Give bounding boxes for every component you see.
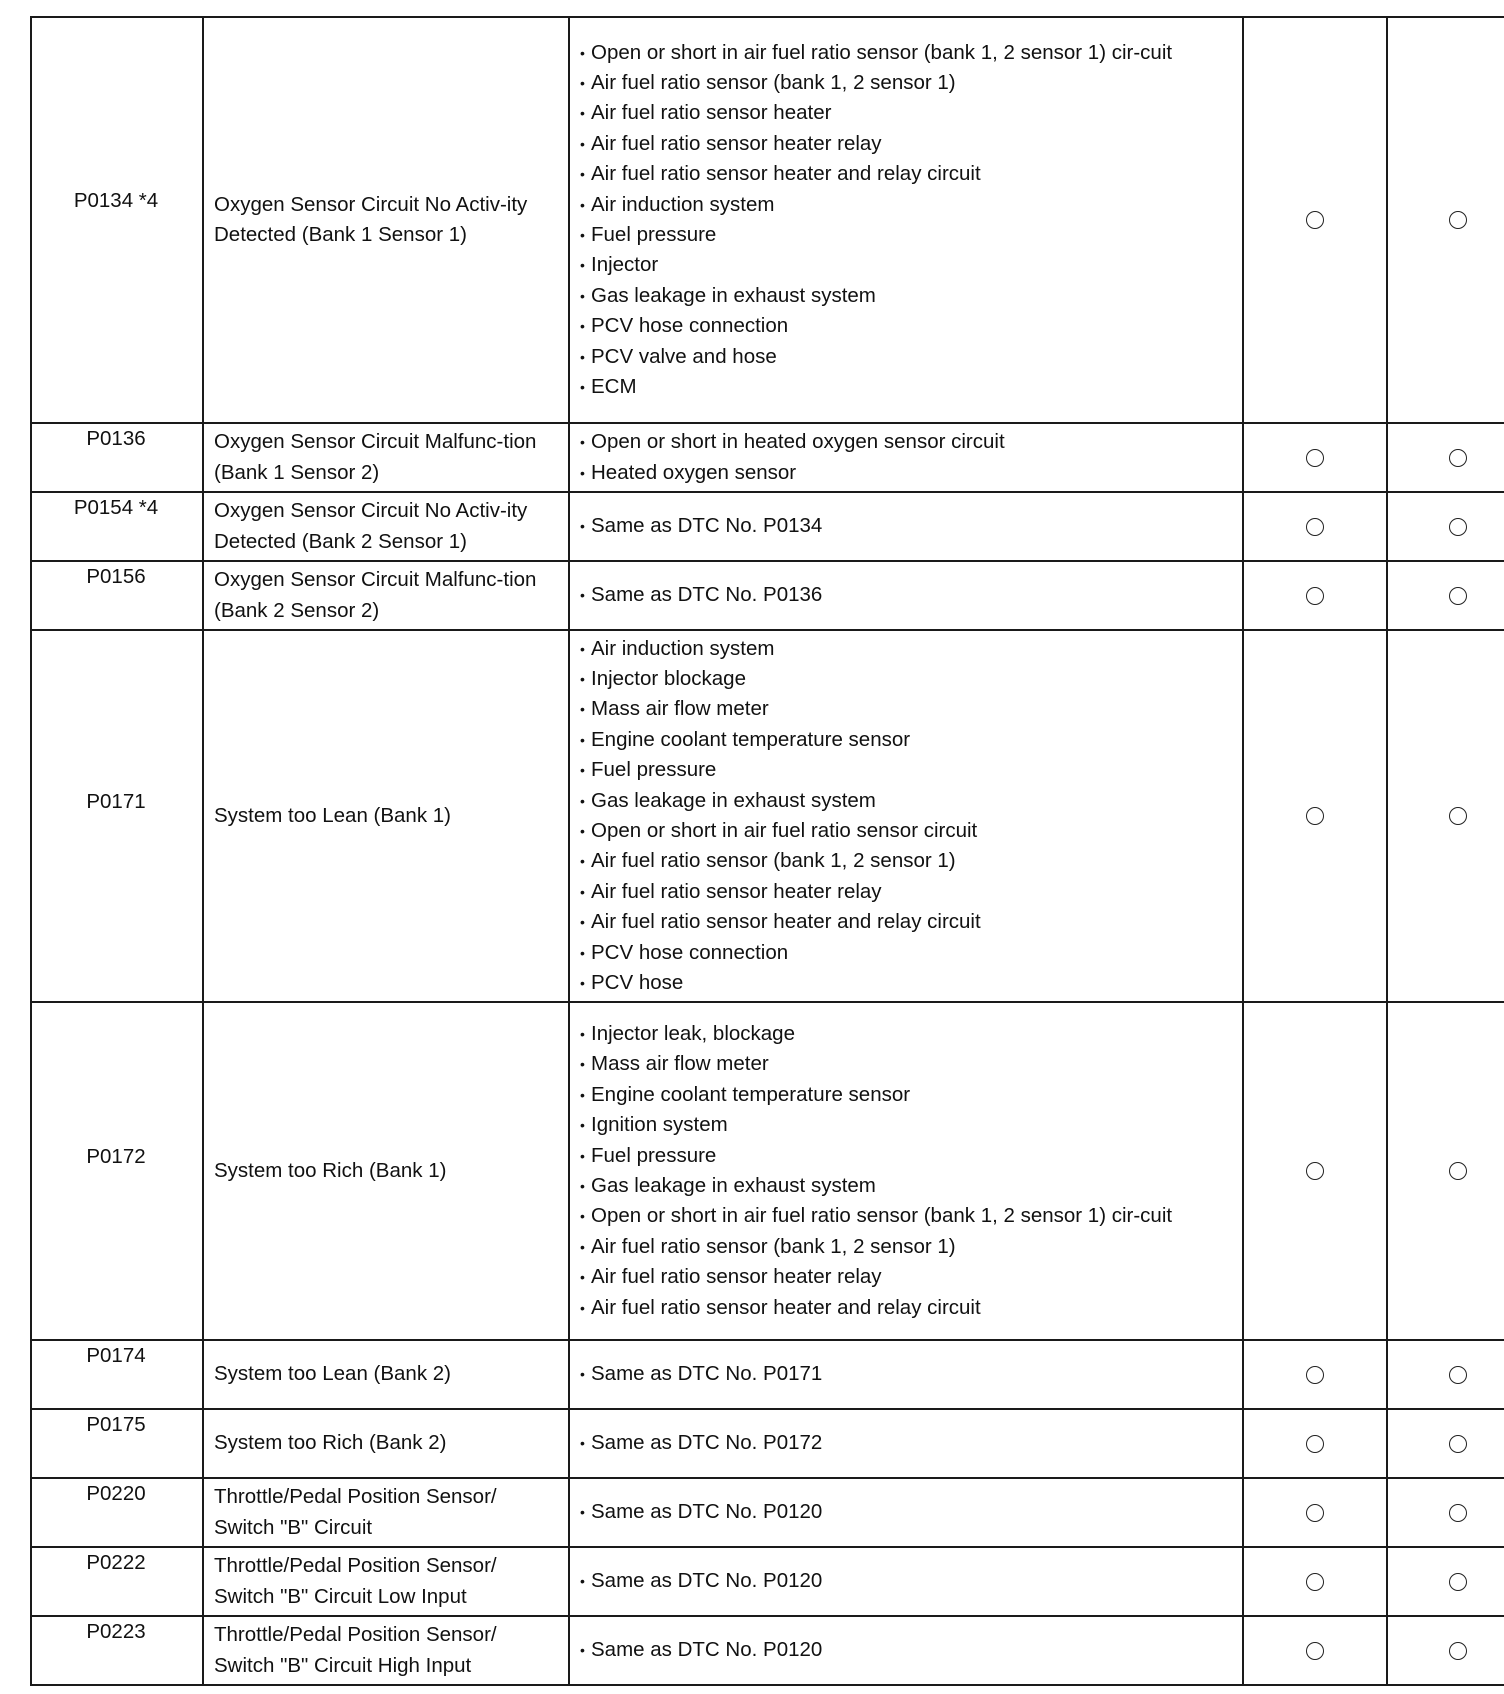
trouble-area <box>569 1002 1243 1340</box>
mark-cell-1 <box>1243 630 1387 1002</box>
circle-icon <box>1306 1162 1324 1180</box>
dtc-code-cell <box>31 1547 203 1616</box>
circle-icon <box>1306 1642 1324 1660</box>
dtc-code: P0175 <box>86 1413 146 1436</box>
dtc-table-page <box>30 16 1480 1686</box>
list-item: • Gas leakage in exhaust system <box>580 786 1230 816</box>
dtc-code: P0172 <box>86 1144 146 1168</box>
trouble-area <box>569 1340 1243 1409</box>
list-item: • Gas leakage in exhaust system <box>580 1171 1230 1201</box>
dtc-code-cell <box>31 1409 203 1478</box>
mark-cell-2 <box>1387 1340 1504 1409</box>
table-row <box>31 1616 1504 1685</box>
list-item: • Air fuel ratio sensor heater relay <box>580 877 1230 907</box>
circle-icon <box>1449 587 1467 605</box>
circle-icon <box>1449 449 1467 467</box>
dtc-code-cell <box>31 17 203 423</box>
circle-icon <box>1306 449 1324 467</box>
dtc-code-cell <box>31 561 203 630</box>
trouble-area-list <box>580 1019 1230 1323</box>
detection-item: Oxygen Sensor Circuit Malfunc-tion (Bank 2 Sensor 2) <box>203 561 569 630</box>
circle-icon <box>1449 1573 1467 1591</box>
dtc-code: P0223 <box>86 1620 146 1643</box>
dtc-code: P0156 <box>86 565 146 588</box>
trouble-area <box>569 1478 1243 1547</box>
list-item: • Fuel pressure <box>580 1141 1230 1171</box>
list-item: • PCV valve and hose <box>580 342 1230 372</box>
list-item: • Open or short in heated oxygen sensor circuit <box>580 427 1230 457</box>
mark-cell-1 <box>1243 1002 1387 1340</box>
table-row <box>31 1002 1504 1340</box>
dtc-code: P0154 *4 <box>73 496 159 519</box>
list-item: • Mass air flow meter <box>580 1049 1230 1079</box>
list-item: • Heated oxygen sensor <box>580 458 1230 488</box>
list-item: • Fuel pressure <box>580 755 1230 785</box>
dtc-code: P0136 <box>86 427 146 450</box>
circle-icon <box>1449 1366 1467 1384</box>
mark-cell-1 <box>1243 1616 1387 1685</box>
circle-icon <box>1449 518 1467 536</box>
trouble-area-list <box>580 1428 1230 1458</box>
mark-cell-2 <box>1387 1478 1504 1547</box>
list-item: • Fuel pressure <box>580 220 1230 250</box>
detection-item: Throttle/Pedal Position Sensor/ Switch "B" Circuit High Input <box>203 1616 569 1685</box>
list-item: • Injector leak, blockage <box>580 1019 1230 1049</box>
list-item: • Air fuel ratio sensor heater and relay circuit <box>580 907 1230 937</box>
dtc-table <box>30 16 1504 1686</box>
dtc-code-cell <box>31 1616 203 1685</box>
mark-cell-2 <box>1387 1547 1504 1616</box>
list-item: • Air fuel ratio sensor heater relay <box>580 1262 1230 1292</box>
list-item: • Air fuel ratio sensor (bank 1, 2 sensor 1) <box>580 846 1230 876</box>
dtc-code: P0222 <box>86 1551 146 1574</box>
trouble-area <box>569 630 1243 1002</box>
mark-cell-1 <box>1243 17 1387 423</box>
list-item: • Air fuel ratio sensor (bank 1, 2 sensor 1) <box>580 68 1230 98</box>
list-item: • Air fuel ratio sensor heater and relay circuit <box>580 159 1230 189</box>
trouble-area-list <box>580 1359 1230 1389</box>
mark-cell-2 <box>1387 1002 1504 1340</box>
list-item: • Air fuel ratio sensor heater <box>580 98 1230 128</box>
circle-icon <box>1306 1573 1324 1591</box>
trouble-area-list <box>580 634 1230 999</box>
dtc-code: P0220 <box>86 1482 146 1505</box>
detection-item: Oxygen Sensor Circuit No Activ-ity Detected (Bank 1 Sensor 1) <box>203 17 569 423</box>
list-item: • Same as DTC No. P0120 <box>580 1497 1230 1527</box>
trouble-area <box>569 17 1243 423</box>
list-item: • Air fuel ratio sensor heater and relay circuit <box>580 1293 1230 1323</box>
trouble-area <box>569 561 1243 630</box>
dtc-code-cell <box>31 630 203 1002</box>
list-item: • PCV hose <box>580 968 1230 998</box>
table-row <box>31 1478 1504 1547</box>
trouble-area <box>569 1409 1243 1478</box>
list-item: • Open or short in air fuel ratio sensor circuit <box>580 816 1230 846</box>
detection-item: Throttle/Pedal Position Sensor/ Switch "B" Circuit <box>203 1478 569 1547</box>
circle-icon <box>1306 1504 1324 1522</box>
mark-cell-2 <box>1387 1616 1504 1685</box>
list-item: • Mass air flow meter <box>580 694 1230 724</box>
mark-cell-1 <box>1243 1547 1387 1616</box>
circle-icon <box>1306 807 1324 825</box>
list-item: • Same as DTC No. P0172 <box>580 1428 1230 1458</box>
mark-cell-1 <box>1243 561 1387 630</box>
trouble-area-list <box>580 580 1230 610</box>
mark-cell-1 <box>1243 1340 1387 1409</box>
dtc-code-cell <box>31 1340 203 1409</box>
detection-item: System too Lean (Bank 2) <box>203 1340 569 1409</box>
list-item: • Engine coolant temperature sensor <box>580 1080 1230 1110</box>
table-row <box>31 1547 1504 1616</box>
dtc-code: P0174 <box>86 1344 146 1367</box>
trouble-area-list <box>580 1635 1230 1665</box>
mark-cell-1 <box>1243 423 1387 492</box>
list-item: • Same as DTC No. P0136 <box>580 580 1230 610</box>
circle-icon <box>1449 1162 1467 1180</box>
list-item: • Air induction system <box>580 190 1230 220</box>
list-item: • Air fuel ratio sensor (bank 1, 2 sensor 1) <box>580 1232 1230 1262</box>
trouble-area <box>569 492 1243 561</box>
detection-item: System too Lean (Bank 1) <box>203 630 569 1002</box>
dtc-code-cell <box>31 423 203 492</box>
list-item: • Engine coolant temperature sensor <box>580 725 1230 755</box>
detection-item: Oxygen Sensor Circuit Malfunc-tion (Bank 1 Sensor 2) <box>203 423 569 492</box>
mark-cell-1 <box>1243 1478 1387 1547</box>
trouble-area-list <box>580 1566 1230 1596</box>
mark-cell-2 <box>1387 17 1504 423</box>
list-item: • Same as DTC No. P0134 <box>580 511 1230 541</box>
table-row <box>31 630 1504 1002</box>
circle-icon <box>1306 1435 1324 1453</box>
dtc-table-body <box>31 17 1504 1685</box>
list-item: • Open or short in air fuel ratio sensor (bank 1, 2 sensor 1) cir-cuit <box>580 1201 1230 1231</box>
circle-icon <box>1306 211 1324 229</box>
dtc-code: P0171 <box>86 789 146 813</box>
table-row <box>31 561 1504 630</box>
list-item: • Open or short in air fuel ratio sensor (bank 1, 2 sensor 1) cir-cuit <box>580 38 1230 68</box>
list-item: • Air induction system <box>580 634 1230 664</box>
table-row <box>31 492 1504 561</box>
list-item: • Gas leakage in exhaust system <box>580 281 1230 311</box>
list-item: • PCV hose connection <box>580 938 1230 968</box>
circle-icon <box>1306 587 1324 605</box>
circle-icon <box>1449 211 1467 229</box>
trouble-area-list <box>580 38 1230 403</box>
mark-cell-2 <box>1387 423 1504 492</box>
list-item: • Air fuel ratio sensor heater relay <box>580 129 1230 159</box>
trouble-area-list <box>580 511 1230 541</box>
circle-icon <box>1306 1366 1324 1384</box>
mark-cell-2 <box>1387 630 1504 1002</box>
trouble-area-list <box>580 427 1230 488</box>
trouble-area <box>569 1616 1243 1685</box>
circle-icon <box>1449 1435 1467 1453</box>
list-item: • Same as DTC No. P0171 <box>580 1359 1230 1389</box>
mark-cell-2 <box>1387 492 1504 561</box>
trouble-area <box>569 1547 1243 1616</box>
mark-cell-1 <box>1243 1409 1387 1478</box>
circle-icon <box>1306 518 1324 536</box>
trouble-area <box>569 423 1243 492</box>
circle-icon <box>1449 1504 1467 1522</box>
detection-item: Oxygen Sensor Circuit No Activ-ity Detected (Bank 2 Sensor 1) <box>203 492 569 561</box>
mark-cell-2 <box>1387 561 1504 630</box>
table-row <box>31 423 1504 492</box>
list-item: • Ignition system <box>580 1110 1230 1140</box>
mark-cell-2 <box>1387 1409 1504 1478</box>
trouble-area-list <box>580 1497 1230 1527</box>
dtc-code-cell <box>31 1478 203 1547</box>
table-row <box>31 1409 1504 1478</box>
list-item: • Injector <box>580 250 1230 280</box>
list-item: • PCV hose connection <box>580 311 1230 341</box>
detection-item: System too Rich (Bank 2) <box>203 1409 569 1478</box>
list-item: • Same as DTC No. P0120 <box>580 1635 1230 1665</box>
detection-item: Throttle/Pedal Position Sensor/ Switch "B" Circuit Low Input <box>203 1547 569 1616</box>
list-item: • ECM <box>580 372 1230 402</box>
mark-cell-1 <box>1243 492 1387 561</box>
detection-item: System too Rich (Bank 1) <box>203 1002 569 1340</box>
circle-icon <box>1449 1642 1467 1660</box>
dtc-code-cell <box>31 1002 203 1340</box>
list-item: • Same as DTC No. P0120 <box>580 1566 1230 1596</box>
list-item: • Injector blockage <box>580 664 1230 694</box>
circle-icon <box>1449 807 1467 825</box>
dtc-code-cell <box>31 492 203 561</box>
table-row <box>31 1340 1504 1409</box>
dtc-code: P0134 *4 <box>73 189 159 212</box>
table-row <box>31 17 1504 423</box>
